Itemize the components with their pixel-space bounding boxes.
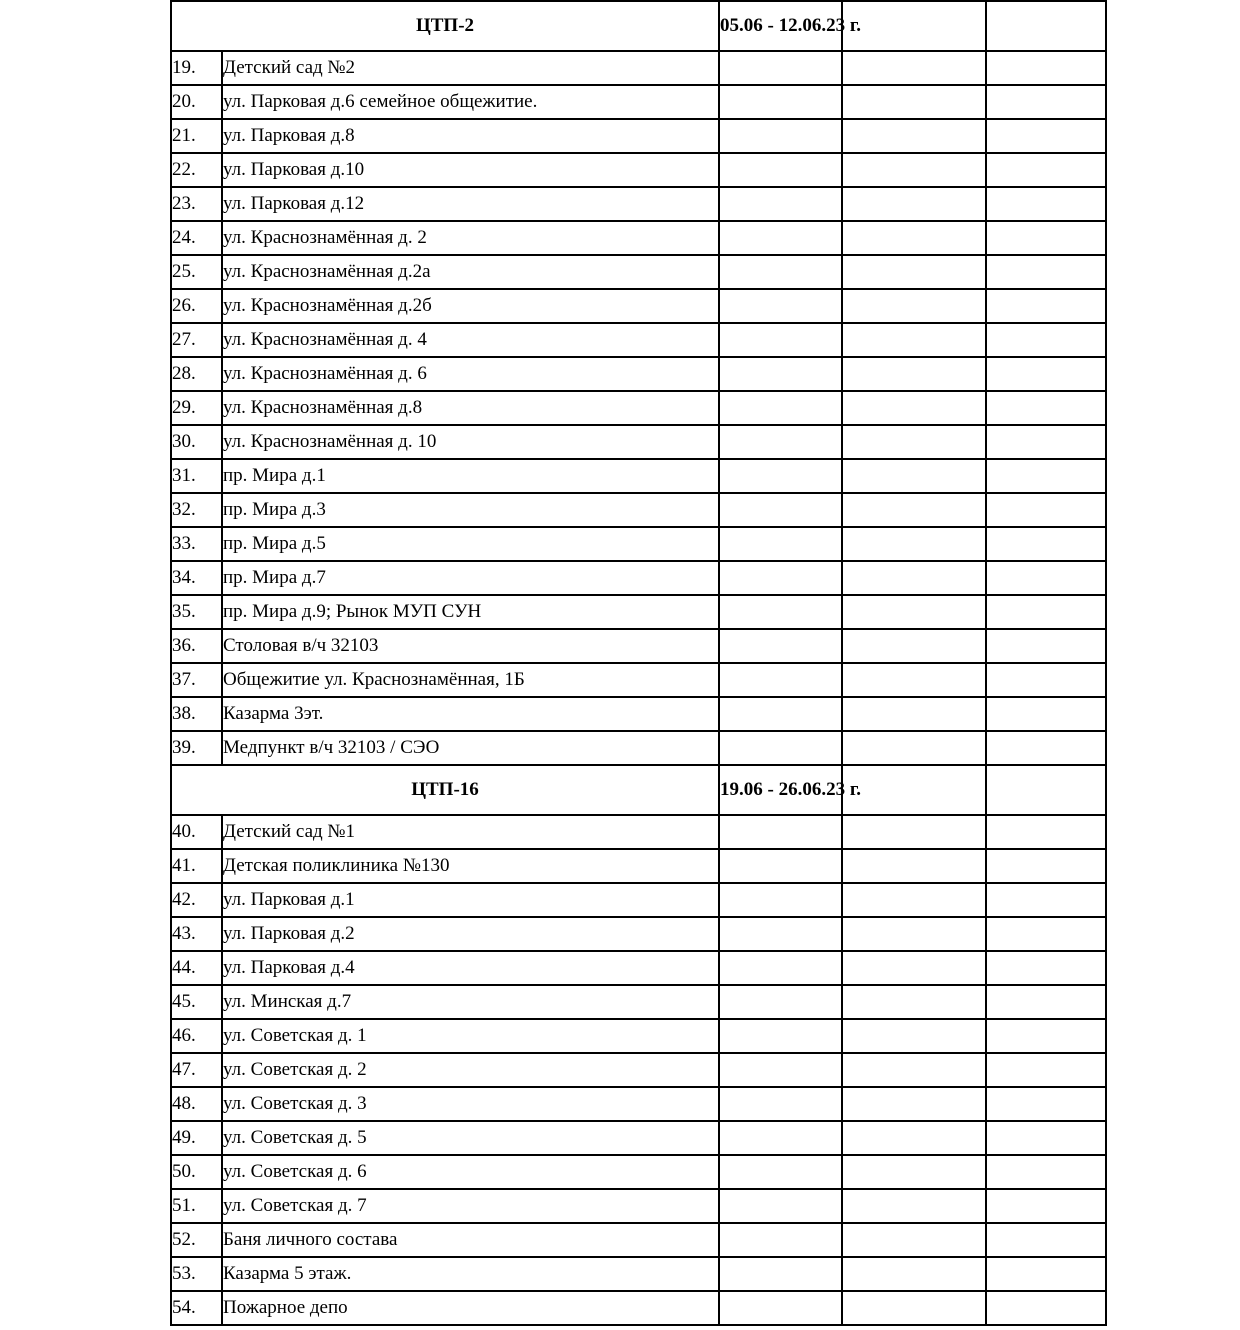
table-row xyxy=(171,951,1106,985)
row-address: ул. Парковая д.10 xyxy=(222,153,719,187)
empty-cell xyxy=(986,595,1106,629)
table-row xyxy=(171,1121,1106,1155)
empty-cell xyxy=(719,85,842,119)
empty-cell xyxy=(842,425,986,459)
empty-cell xyxy=(986,153,1106,187)
empty-cell xyxy=(986,1223,1106,1257)
empty-cell xyxy=(986,629,1106,663)
empty-cell xyxy=(842,917,986,951)
row-address: ул. Краснознамённая д.2б xyxy=(222,289,719,323)
empty-cell xyxy=(986,1053,1106,1087)
empty-cell xyxy=(986,985,1106,1019)
empty-cell xyxy=(719,357,842,391)
empty-cell xyxy=(842,459,986,493)
row-address: ул. Советская д. 1 xyxy=(222,1019,719,1053)
section-header-row xyxy=(171,765,1106,815)
empty-cell xyxy=(986,425,1106,459)
empty-cell xyxy=(842,849,986,883)
empty-cell xyxy=(719,629,842,663)
empty-cell xyxy=(719,1019,842,1053)
empty-cell xyxy=(842,595,986,629)
empty-cell xyxy=(719,187,842,221)
row-number: 29. xyxy=(171,391,222,425)
row-address: ул. Минская д.7 xyxy=(222,985,719,1019)
row-address: Детский сад №2 xyxy=(222,51,719,85)
empty-cell xyxy=(719,663,842,697)
empty-cell xyxy=(842,119,986,153)
table-row xyxy=(171,815,1106,849)
empty-cell xyxy=(986,323,1106,357)
row-address: Казарма 3эт. xyxy=(222,697,719,731)
table-row xyxy=(171,663,1106,697)
empty-cell xyxy=(986,663,1106,697)
empty-cell xyxy=(842,323,986,357)
row-address: Пожарное депо xyxy=(222,1291,719,1325)
empty-cell xyxy=(842,765,986,815)
empty-cell xyxy=(986,1,1106,51)
row-number: 28. xyxy=(171,357,222,391)
row-number: 49. xyxy=(171,1121,222,1155)
table-row xyxy=(171,1087,1106,1121)
empty-cell xyxy=(842,1257,986,1291)
row-number: 52. xyxy=(171,1223,222,1257)
table-row xyxy=(171,255,1106,289)
empty-cell xyxy=(719,883,842,917)
table-row xyxy=(171,357,1106,391)
empty-cell xyxy=(719,849,842,883)
empty-cell xyxy=(719,1223,842,1257)
table-row xyxy=(171,561,1106,595)
row-number: 30. xyxy=(171,425,222,459)
row-number: 32. xyxy=(171,493,222,527)
empty-cell xyxy=(719,425,842,459)
row-address: ул. Краснознамённая д. 4 xyxy=(222,323,719,357)
empty-cell xyxy=(842,1223,986,1257)
empty-cell xyxy=(842,51,986,85)
empty-cell xyxy=(842,1155,986,1189)
empty-cell xyxy=(842,1291,986,1325)
empty-cell xyxy=(719,323,842,357)
table-row xyxy=(171,1291,1106,1325)
empty-cell xyxy=(986,951,1106,985)
row-address: пр. Мира д.7 xyxy=(222,561,719,595)
empty-cell xyxy=(719,119,842,153)
table-row xyxy=(171,1053,1106,1087)
empty-cell xyxy=(842,527,986,561)
table-row xyxy=(171,425,1106,459)
empty-cell xyxy=(986,731,1106,765)
row-number: 48. xyxy=(171,1087,222,1121)
empty-cell xyxy=(719,1291,842,1325)
row-address: пр. Мира д.3 xyxy=(222,493,719,527)
table-row xyxy=(171,51,1106,85)
table-row xyxy=(171,187,1106,221)
empty-cell xyxy=(986,1121,1106,1155)
empty-cell xyxy=(986,357,1106,391)
row-address: ул. Парковая д.4 xyxy=(222,951,719,985)
schedule-table-body xyxy=(171,1,1106,1325)
row-number: 34. xyxy=(171,561,222,595)
empty-cell xyxy=(842,663,986,697)
table-row xyxy=(171,527,1106,561)
empty-cell xyxy=(719,493,842,527)
table-row xyxy=(171,731,1106,765)
row-address: ул. Советская д. 2 xyxy=(222,1053,719,1087)
empty-cell xyxy=(719,917,842,951)
section-title: ЦТП-2 xyxy=(171,1,719,51)
empty-cell xyxy=(719,391,842,425)
empty-cell xyxy=(842,883,986,917)
empty-cell xyxy=(719,1257,842,1291)
row-number: 38. xyxy=(171,697,222,731)
row-address: ул. Парковая д.2 xyxy=(222,917,719,951)
empty-cell xyxy=(986,187,1106,221)
empty-cell xyxy=(986,493,1106,527)
empty-cell xyxy=(719,985,842,1019)
empty-cell xyxy=(986,849,1106,883)
row-number: 42. xyxy=(171,883,222,917)
table-row xyxy=(171,849,1106,883)
empty-cell xyxy=(986,1189,1106,1223)
empty-cell xyxy=(842,357,986,391)
row-address: ул. Советская д. 6 xyxy=(222,1155,719,1189)
row-number: 45. xyxy=(171,985,222,1019)
row-number: 23. xyxy=(171,187,222,221)
empty-cell xyxy=(986,119,1106,153)
empty-cell xyxy=(842,1189,986,1223)
row-number: 24. xyxy=(171,221,222,255)
empty-cell xyxy=(719,1189,842,1223)
row-address: ул. Краснознамённая д.8 xyxy=(222,391,719,425)
row-address: ул. Советская д. 5 xyxy=(222,1121,719,1155)
empty-cell xyxy=(719,1155,842,1189)
row-number: 20. xyxy=(171,85,222,119)
row-address: Столовая в/ч 32103 xyxy=(222,629,719,663)
empty-cell xyxy=(842,731,986,765)
row-number: 53. xyxy=(171,1257,222,1291)
empty-cell xyxy=(986,1087,1106,1121)
empty-cell xyxy=(719,255,842,289)
row-number: 27. xyxy=(171,323,222,357)
empty-cell xyxy=(842,391,986,425)
section-date-range: 05.06 - 12.06.23 г. xyxy=(719,1,842,51)
table-row xyxy=(171,883,1106,917)
empty-cell xyxy=(719,527,842,561)
empty-cell xyxy=(719,289,842,323)
empty-cell xyxy=(719,951,842,985)
empty-cell xyxy=(986,51,1106,85)
row-number: 40. xyxy=(171,815,222,849)
empty-cell xyxy=(842,85,986,119)
empty-cell xyxy=(842,629,986,663)
table-row xyxy=(171,697,1106,731)
empty-cell xyxy=(986,815,1106,849)
table-row xyxy=(171,1189,1106,1223)
empty-cell xyxy=(719,1053,842,1087)
row-number: 21. xyxy=(171,119,222,153)
empty-cell xyxy=(986,391,1106,425)
empty-cell xyxy=(719,731,842,765)
empty-cell xyxy=(986,221,1106,255)
empty-cell xyxy=(842,1121,986,1155)
empty-cell xyxy=(719,153,842,187)
empty-cell xyxy=(719,697,842,731)
row-address: пр. Мира д.9; Рынок МУП СУН xyxy=(222,595,719,629)
table-row xyxy=(171,289,1106,323)
empty-cell xyxy=(986,1257,1106,1291)
empty-cell xyxy=(986,289,1106,323)
row-address: Медпункт в/ч 32103 / СЭО xyxy=(222,731,719,765)
row-number: 36. xyxy=(171,629,222,663)
empty-cell xyxy=(986,561,1106,595)
empty-cell xyxy=(842,221,986,255)
row-number: 35. xyxy=(171,595,222,629)
empty-cell xyxy=(842,289,986,323)
empty-cell xyxy=(719,1121,842,1155)
empty-cell xyxy=(842,1019,986,1053)
row-number: 37. xyxy=(171,663,222,697)
table-row xyxy=(171,595,1106,629)
table-row xyxy=(171,1223,1106,1257)
section-header-row xyxy=(171,1,1106,51)
row-address: ул. Краснознамённая д. 6 xyxy=(222,357,719,391)
row-address: ул. Краснознамённая д.2а xyxy=(222,255,719,289)
section-date-range: 19.06 - 26.06.23 г. xyxy=(719,765,842,815)
table-row xyxy=(171,391,1106,425)
row-number: 33. xyxy=(171,527,222,561)
row-address: ул. Парковая д.12 xyxy=(222,187,719,221)
row-address: ул. Парковая д.6 семейное общежитие. xyxy=(222,85,719,119)
row-number: 19. xyxy=(171,51,222,85)
empty-cell xyxy=(842,1,986,51)
empty-cell xyxy=(986,1019,1106,1053)
section-title: ЦТП-16 xyxy=(171,765,719,815)
row-number: 41. xyxy=(171,849,222,883)
row-number: 44. xyxy=(171,951,222,985)
empty-cell xyxy=(986,459,1106,493)
row-address: Баня личного состава xyxy=(222,1223,719,1257)
row-address: Общежитие ул. Краснознамённая, 1Б xyxy=(222,663,719,697)
schedule-table xyxy=(170,0,1107,1326)
row-number: 46. xyxy=(171,1019,222,1053)
empty-cell xyxy=(986,255,1106,289)
empty-cell xyxy=(842,815,986,849)
row-number: 51. xyxy=(171,1189,222,1223)
empty-cell xyxy=(986,697,1106,731)
empty-cell xyxy=(719,459,842,493)
empty-cell xyxy=(986,765,1106,815)
empty-cell xyxy=(719,561,842,595)
empty-cell xyxy=(842,985,986,1019)
table-row xyxy=(171,153,1106,187)
empty-cell xyxy=(986,1155,1106,1189)
empty-cell xyxy=(986,527,1106,561)
row-address: ул. Парковая д.1 xyxy=(222,883,719,917)
table-row xyxy=(171,459,1106,493)
row-address: ул. Советская д. 7 xyxy=(222,1189,719,1223)
empty-cell xyxy=(719,221,842,255)
row-address: пр. Мира д.5 xyxy=(222,527,719,561)
empty-cell xyxy=(719,595,842,629)
empty-cell xyxy=(842,153,986,187)
row-number: 25. xyxy=(171,255,222,289)
row-address: ул. Советская д. 3 xyxy=(222,1087,719,1121)
row-number: 26. xyxy=(171,289,222,323)
row-number: 22. xyxy=(171,153,222,187)
row-number: 31. xyxy=(171,459,222,493)
empty-cell xyxy=(842,561,986,595)
table-row xyxy=(171,323,1106,357)
empty-cell xyxy=(842,187,986,221)
empty-cell xyxy=(842,493,986,527)
row-address: ул. Краснознамённая д. 2 xyxy=(222,221,719,255)
empty-cell xyxy=(986,85,1106,119)
table-row xyxy=(171,629,1106,663)
empty-cell xyxy=(719,1087,842,1121)
empty-cell xyxy=(986,883,1106,917)
row-address: ул. Парковая д.8 xyxy=(222,119,719,153)
row-number: 43. xyxy=(171,917,222,951)
empty-cell xyxy=(986,917,1106,951)
table-row xyxy=(171,1019,1106,1053)
table-row xyxy=(171,1155,1106,1189)
empty-cell xyxy=(986,1291,1106,1325)
empty-cell xyxy=(842,1053,986,1087)
row-address: Казарма 5 этаж. xyxy=(222,1257,719,1291)
row-number: 39. xyxy=(171,731,222,765)
table-row xyxy=(171,985,1106,1019)
empty-cell xyxy=(719,815,842,849)
row-number: 54. xyxy=(171,1291,222,1325)
row-address: Детская поликлиника №130 xyxy=(222,849,719,883)
row-address: Детский сад №1 xyxy=(222,815,719,849)
table-row xyxy=(171,917,1106,951)
row-number: 50. xyxy=(171,1155,222,1189)
empty-cell xyxy=(842,1087,986,1121)
row-address: пр. Мира д.1 xyxy=(222,459,719,493)
table-row xyxy=(171,119,1106,153)
empty-cell xyxy=(842,951,986,985)
empty-cell xyxy=(842,697,986,731)
table-row xyxy=(171,85,1106,119)
table-row xyxy=(171,493,1106,527)
table-row xyxy=(171,221,1106,255)
empty-cell xyxy=(842,255,986,289)
row-address: ул. Краснознамённая д. 10 xyxy=(222,425,719,459)
table-row xyxy=(171,1257,1106,1291)
row-number: 47. xyxy=(171,1053,222,1087)
empty-cell xyxy=(719,51,842,85)
